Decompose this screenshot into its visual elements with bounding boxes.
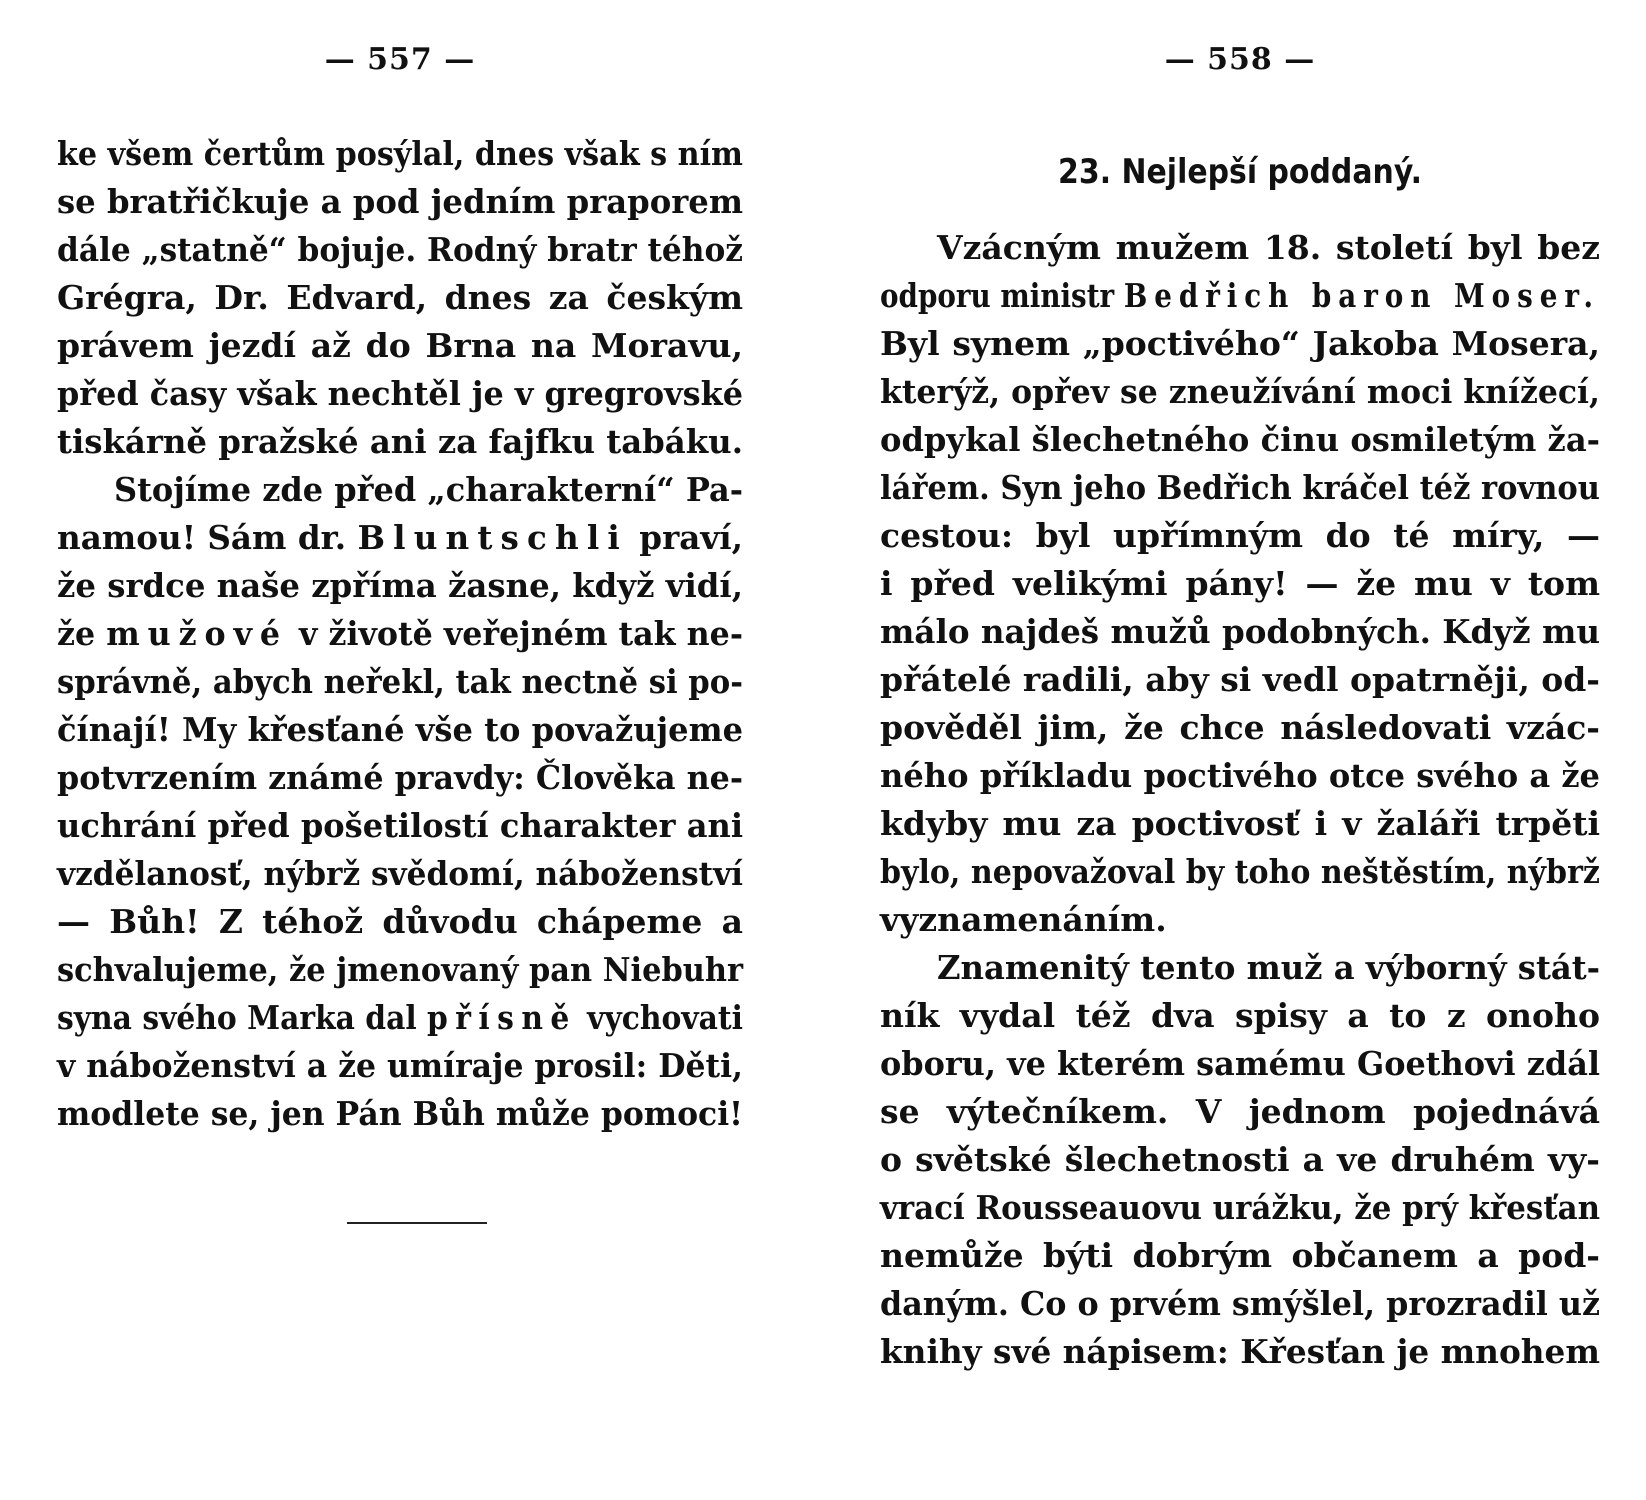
text-line: kterýž, opřev se zneužívání moci knížecí, xyxy=(880,372,1600,411)
text-line: Stojíme zde před „charakterní“ Pa- xyxy=(114,470,744,509)
spaced-name-moser: Bedřich baron Moser. xyxy=(1123,276,1600,315)
text-line: v náboženství a že umíraje prosil: Děti, xyxy=(57,1046,743,1085)
text-line: Byl synem „poctivého“ Jakoba Mosera, xyxy=(880,324,1600,363)
text-line: přátelé radili, aby si vedl opatrněji, od- xyxy=(880,660,1600,699)
text-line: pověděl jim, že chce následovati vzác- xyxy=(880,708,1600,747)
text-line xyxy=(57,994,743,1042)
text-line: že srdce naše zpříma žasne, když vidí, xyxy=(57,566,743,605)
text-line: modlete se, jen Pán Bůh může pomoci! xyxy=(57,1094,743,1133)
page-number-right: — 558 — xyxy=(1164,42,1316,77)
text-line: vzdělanosť, nýbrž svědomí, náboženství xyxy=(57,854,744,893)
text-line: kdyby mu za poctivosť i v žaláři trpěti xyxy=(880,804,1600,843)
text-line: odpykal šlechetného činu osmiletým ža- xyxy=(880,420,1601,459)
text-segment: vychovati xyxy=(587,998,743,1037)
text-line: vrací Rousseauovu urážku, že prý křesťan xyxy=(880,1188,1601,1227)
text-line: bylo, nepovažoval by toho neštěstím, nýbrž xyxy=(880,852,1600,891)
spaced-name-bluntschli: Bluntschli xyxy=(357,518,628,557)
text-line: — Bůh! Z téhož důvodu chápeme a xyxy=(57,902,743,941)
text-segment: praví, xyxy=(639,518,744,557)
text-line: daným. Co o prvém smýšlel, prozradil už xyxy=(880,1284,1601,1323)
text-line: lářem. Syn jeho Bedřich kráčel též rovnou xyxy=(880,468,1600,507)
text-line: ník vydal též dva spisy a to z onoho xyxy=(880,996,1600,1035)
left-page-text xyxy=(57,130,743,1138)
text-line: Znamenitý tento muž a výborný stát- xyxy=(937,948,1601,987)
spaced-word-prisne: přísně xyxy=(427,998,577,1037)
right-page-text xyxy=(880,224,1600,1376)
page-number-left: — 557 — xyxy=(324,42,476,77)
text-line: dále „statně“ bojuje. Rodný bratr téhož xyxy=(57,230,744,269)
text-line: vyznamenáním. xyxy=(880,900,1167,939)
spaced-word-muzove: mužové xyxy=(106,614,288,653)
text-line: o světské šlechetnosti a ve druhém vy- xyxy=(880,1140,1600,1179)
text-line: Vzácným mužem 18. století byl bez xyxy=(937,228,1600,267)
text-line: čínají! My křesťané vše to považujeme xyxy=(57,710,744,749)
text-line: nemůže býti dobrým občanem a pod- xyxy=(880,1236,1600,1275)
text-line: ke všem čertům posýlal, dnes však s ním xyxy=(57,134,743,173)
text-segment: syna svého Marka dal xyxy=(57,998,417,1037)
text-segment: v životě veřejném tak ne- xyxy=(299,614,743,653)
end-of-chapter-rule xyxy=(347,1222,487,1224)
text-segment: odporu ministr xyxy=(880,276,1115,315)
text-line: před časy však nechtěl je v gregrovské xyxy=(57,374,743,413)
text-line: schvalujeme, že jmenovaný pan Niebuhr xyxy=(57,950,743,989)
text-line: oboru, ve kterém samému Goethovi zdál xyxy=(880,1044,1601,1083)
text-line: právem jezdí až do Brna na Moravu, xyxy=(57,326,743,365)
text-line: málo najdeš mužů podobných. Když mu xyxy=(880,612,1601,651)
text-line: knihy své nápisem: Křesťan je mnohem xyxy=(880,1332,1600,1371)
text-line: se bratřičkuje a pod jedním praporem xyxy=(57,182,743,221)
text-line: i před velikými pány! — že mu v tom xyxy=(880,564,1600,603)
text-line: cestou: byl upřímným do té míry, — xyxy=(880,516,1600,555)
chapter-heading: 23. Nejlepší poddaný. xyxy=(1058,152,1422,192)
text-segment: namou! Sám dr. xyxy=(57,518,347,557)
text-line: se výtečníkem. V jednom pojednává xyxy=(880,1092,1600,1131)
text-line: potvrzením známé pravdy: Člověka ne- xyxy=(57,758,744,797)
text-line: Grégra, Dr. Edvard, dnes za českým xyxy=(57,278,743,317)
text-segment: že xyxy=(57,614,96,653)
text-line: ného příkladu poctivého otce svého a že xyxy=(880,756,1600,795)
text-line: uchrání před pošetilostí charakter ani xyxy=(57,806,744,845)
text-line: tiskárně pražské ani za fajfku tabáku. xyxy=(57,422,743,461)
text-line: správně, abych neřekl, tak nectně si po- xyxy=(57,662,743,701)
text-line xyxy=(57,514,743,562)
text-line xyxy=(57,610,743,658)
text-line xyxy=(880,272,1600,320)
